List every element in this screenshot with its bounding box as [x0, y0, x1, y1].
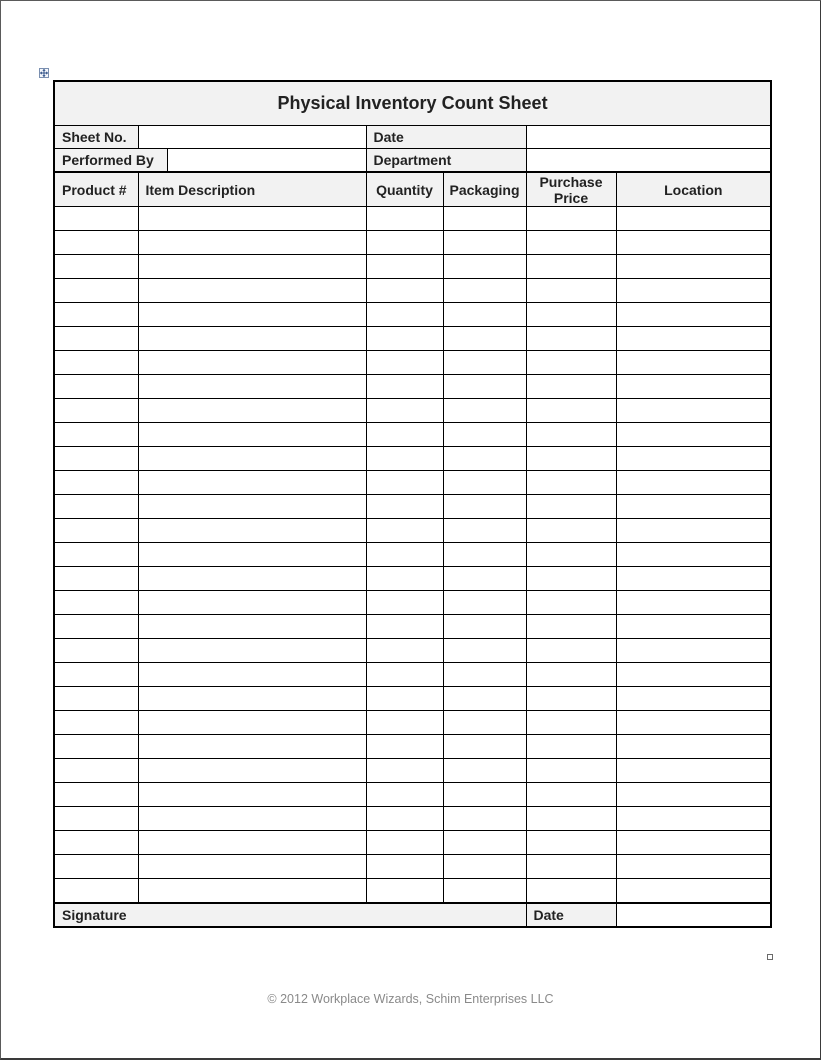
cell-location[interactable]: [616, 375, 771, 399]
cell-location[interactable]: [616, 447, 771, 471]
cell-purchase-price[interactable]: [526, 519, 616, 543]
cell-product[interactable]: [54, 303, 138, 327]
cell-quantity[interactable]: [366, 711, 443, 735]
signature-date-field[interactable]: [616, 903, 771, 927]
cell-location[interactable]: [616, 471, 771, 495]
cell-packaging[interactable]: [443, 255, 526, 279]
cell-location[interactable]: [616, 399, 771, 423]
cell-purchase-price[interactable]: [526, 711, 616, 735]
table-row: [54, 855, 771, 879]
table-row: [54, 423, 771, 447]
cell-description[interactable]: [138, 687, 366, 711]
cell-location[interactable]: [616, 567, 771, 591]
table-row: [54, 567, 771, 591]
cell-purchase-price[interactable]: [526, 303, 616, 327]
cell-description[interactable]: [138, 231, 366, 255]
cell-quantity[interactable]: [366, 759, 443, 783]
column-header-location: Location: [616, 172, 771, 207]
cell-product[interactable]: [54, 735, 138, 759]
cell-product[interactable]: [54, 591, 138, 615]
cell-location[interactable]: [616, 711, 771, 735]
cell-description[interactable]: [138, 615, 366, 639]
signature-label: Signature: [62, 907, 127, 923]
table-row: [54, 879, 771, 904]
cell-packaging[interactable]: [443, 399, 526, 423]
cell-location[interactable]: [616, 615, 771, 639]
column-header-description: Item Description: [138, 172, 366, 207]
cell-packaging[interactable]: [443, 351, 526, 375]
cell-purchase-price[interactable]: [526, 783, 616, 807]
cell-location[interactable]: [616, 423, 771, 447]
cell-packaging[interactable]: [443, 879, 526, 904]
cell-purchase-price[interactable]: [526, 231, 616, 255]
table-row: [54, 231, 771, 255]
cell-purchase-price[interactable]: [526, 207, 616, 231]
cell-purchase-price[interactable]: [526, 351, 616, 375]
date-label: Date: [366, 126, 526, 149]
cell-packaging[interactable]: [443, 615, 526, 639]
cell-packaging[interactable]: [443, 495, 526, 519]
cell-product[interactable]: [54, 327, 138, 351]
column-header-quantity: Quantity: [366, 172, 443, 207]
cell-quantity[interactable]: [366, 807, 443, 831]
cell-product[interactable]: [54, 663, 138, 687]
cell-purchase-price[interactable]: [526, 591, 616, 615]
cell-location[interactable]: [616, 351, 771, 375]
cell-packaging[interactable]: [443, 519, 526, 543]
table-row: [54, 495, 771, 519]
table-move-handle-icon[interactable]: [39, 68, 49, 78]
department-field[interactable]: [526, 149, 771, 173]
cell-description[interactable]: [138, 543, 366, 567]
table-row: [54, 711, 771, 735]
cell-description[interactable]: [138, 783, 366, 807]
footer-copyright: © 2012 Workplace Wizards, Schim Enterprises LLC: [267, 992, 554, 1006]
cell-purchase-price[interactable]: [526, 327, 616, 351]
cell-packaging[interactable]: [443, 807, 526, 831]
cell-description[interactable]: [138, 639, 366, 663]
table-row: [54, 279, 771, 303]
cell-description[interactable]: [138, 807, 366, 831]
cell-description[interactable]: [138, 591, 366, 615]
cell-packaging[interactable]: [443, 855, 526, 879]
performed-by-label: Performed By: [54, 149, 167, 173]
purchase-price-line1: Purchase: [539, 173, 603, 190]
cell-description[interactable]: [138, 855, 366, 879]
column-header-packaging: Packaging: [443, 172, 526, 207]
table-row: [54, 519, 771, 543]
cell-purchase-price[interactable]: [526, 735, 616, 759]
cell-quantity[interactable]: [366, 399, 443, 423]
cell-product[interactable]: [54, 687, 138, 711]
cell-purchase-price[interactable]: [526, 423, 616, 447]
inventory-rows: [54, 207, 771, 904]
cell-purchase-price[interactable]: [526, 255, 616, 279]
cell-location[interactable]: [616, 495, 771, 519]
cell-location[interactable]: [616, 279, 771, 303]
cell-product[interactable]: [54, 207, 138, 231]
signature-field[interactable]: [54, 903, 526, 927]
cell-quantity[interactable]: [366, 735, 443, 759]
cell-description[interactable]: [138, 327, 366, 351]
cell-quantity[interactable]: [366, 567, 443, 591]
cell-quantity[interactable]: [366, 351, 443, 375]
cell-product[interactable]: [54, 831, 138, 855]
cell-location[interactable]: [616, 663, 771, 687]
cell-product[interactable]: [54, 711, 138, 735]
sheet-no-field[interactable]: [138, 126, 366, 149]
cell-description[interactable]: [138, 447, 366, 471]
table-row: [54, 303, 771, 327]
cell-packaging[interactable]: [443, 759, 526, 783]
cell-location[interactable]: [616, 639, 771, 663]
cell-quantity[interactable]: [366, 423, 443, 447]
cell-quantity[interactable]: [366, 831, 443, 855]
cell-product[interactable]: [54, 471, 138, 495]
cell-packaging[interactable]: [443, 591, 526, 615]
cell-description[interactable]: [138, 255, 366, 279]
cell-product[interactable]: [54, 519, 138, 543]
cell-location[interactable]: [616, 855, 771, 879]
inventory-count-table: [53, 80, 772, 928]
cell-product[interactable]: [54, 255, 138, 279]
cell-product[interactable]: [54, 639, 138, 663]
cell-quantity[interactable]: [366, 855, 443, 879]
page-title: Physical Inventory Count Sheet: [54, 81, 771, 126]
cell-quantity[interactable]: [366, 639, 443, 663]
cell-purchase-price[interactable]: [526, 279, 616, 303]
table-row: [54, 543, 771, 567]
cell-location[interactable]: [616, 759, 771, 783]
cell-quantity[interactable]: [366, 663, 443, 687]
cell-purchase-price[interactable]: [526, 663, 616, 687]
cell-quantity[interactable]: [366, 207, 443, 231]
cell-product[interactable]: [54, 567, 138, 591]
cell-purchase-price[interactable]: [526, 543, 616, 567]
cell-packaging[interactable]: [443, 447, 526, 471]
cell-location[interactable]: [616, 591, 771, 615]
cell-packaging[interactable]: [443, 423, 526, 447]
column-header-product: Product #: [54, 172, 138, 207]
cell-packaging[interactable]: [443, 783, 526, 807]
cell-location[interactable]: [616, 231, 771, 255]
cell-description[interactable]: [138, 663, 366, 687]
cell-product[interactable]: [54, 279, 138, 303]
cell-purchase-price[interactable]: [526, 879, 616, 904]
cell-packaging[interactable]: [443, 279, 526, 303]
cell-packaging[interactable]: [443, 231, 526, 255]
cell-quantity[interactable]: [366, 327, 443, 351]
table-row: [54, 687, 771, 711]
table-row: [54, 615, 771, 639]
table-row: [54, 351, 771, 375]
table-row: [54, 399, 771, 423]
cell-product[interactable]: [54, 543, 138, 567]
cell-packaging[interactable]: [443, 327, 526, 351]
table-row: [54, 663, 771, 687]
table-row: [54, 591, 771, 615]
cell-quantity[interactable]: [366, 279, 443, 303]
cell-product[interactable]: [54, 375, 138, 399]
cell-location[interactable]: [616, 207, 771, 231]
cell-packaging[interactable]: [443, 687, 526, 711]
cell-location[interactable]: [616, 519, 771, 543]
cell-packaging[interactable]: [443, 831, 526, 855]
table-row: [54, 255, 771, 279]
cell-purchase-price[interactable]: [526, 759, 616, 783]
cell-product[interactable]: [54, 855, 138, 879]
cell-product[interactable]: [54, 423, 138, 447]
cell-purchase-price[interactable]: [526, 567, 616, 591]
cell-description[interactable]: [138, 471, 366, 495]
cell-packaging[interactable]: [443, 471, 526, 495]
cell-location[interactable]: [616, 831, 771, 855]
table-row: [54, 831, 771, 855]
cell-product[interactable]: [54, 807, 138, 831]
column-header-purchase-price: [526, 172, 616, 207]
cell-packaging[interactable]: [443, 567, 526, 591]
sheet-no-label: Sheet No.: [54, 126, 138, 149]
cell-purchase-price[interactable]: [526, 447, 616, 471]
cell-location[interactable]: [616, 303, 771, 327]
cell-quantity[interactable]: [366, 255, 443, 279]
cell-purchase-price[interactable]: [526, 687, 616, 711]
cell-purchase-price[interactable]: [526, 639, 616, 663]
cell-quantity[interactable]: [366, 471, 443, 495]
cell-quantity[interactable]: [366, 879, 443, 904]
table-row: [54, 471, 771, 495]
cell-packaging[interactable]: [443, 735, 526, 759]
cell-quantity[interactable]: [366, 375, 443, 399]
table-resize-handle-icon[interactable]: [767, 954, 773, 960]
cell-quantity[interactable]: [366, 543, 443, 567]
cell-location[interactable]: [616, 735, 771, 759]
cell-purchase-price[interactable]: [526, 615, 616, 639]
cell-location[interactable]: [616, 543, 771, 567]
table-row: [54, 759, 771, 783]
cell-location[interactable]: [616, 687, 771, 711]
date-field[interactable]: [526, 126, 771, 149]
cell-description[interactable]: [138, 375, 366, 399]
table-row: [54, 735, 771, 759]
table-row: [54, 207, 771, 231]
cell-description[interactable]: [138, 279, 366, 303]
cell-description[interactable]: [138, 759, 366, 783]
cell-packaging[interactable]: [443, 303, 526, 327]
cell-quantity[interactable]: [366, 231, 443, 255]
cell-quantity[interactable]: [366, 303, 443, 327]
cell-description[interactable]: [138, 831, 366, 855]
cell-packaging[interactable]: [443, 375, 526, 399]
cell-product[interactable]: [54, 783, 138, 807]
cell-location[interactable]: [616, 327, 771, 351]
cell-quantity[interactable]: [366, 783, 443, 807]
department-label: Department: [366, 149, 526, 173]
table-row: [54, 639, 771, 663]
cell-packaging[interactable]: [443, 711, 526, 735]
cell-location[interactable]: [616, 255, 771, 279]
cell-location[interactable]: [616, 879, 771, 904]
cell-quantity[interactable]: [366, 615, 443, 639]
performed-by-field[interactable]: [167, 149, 366, 173]
cell-description[interactable]: [138, 303, 366, 327]
cell-purchase-price[interactable]: [526, 855, 616, 879]
cell-purchase-price[interactable]: [526, 831, 616, 855]
cell-description[interactable]: [138, 351, 366, 375]
table-row: [54, 447, 771, 471]
cell-purchase-price[interactable]: [526, 807, 616, 831]
cell-description[interactable]: [138, 495, 366, 519]
cell-product[interactable]: [54, 351, 138, 375]
cell-description[interactable]: [138, 711, 366, 735]
purchase-price-line2: Price: [553, 189, 589, 206]
table-row: [54, 327, 771, 351]
cell-description[interactable]: [138, 399, 366, 423]
cell-description[interactable]: [138, 735, 366, 759]
cell-packaging[interactable]: [443, 639, 526, 663]
signature-date-label: Date: [526, 903, 616, 927]
cell-packaging[interactable]: [443, 207, 526, 231]
cell-quantity[interactable]: [366, 687, 443, 711]
table-row: [54, 783, 771, 807]
cell-location[interactable]: [616, 783, 771, 807]
cell-product[interactable]: [54, 231, 138, 255]
cell-description[interactable]: [138, 519, 366, 543]
cell-description[interactable]: [138, 567, 366, 591]
cell-description[interactable]: [138, 423, 366, 447]
cell-packaging[interactable]: [443, 543, 526, 567]
cell-purchase-price[interactable]: [526, 375, 616, 399]
cell-packaging[interactable]: [443, 663, 526, 687]
cell-quantity[interactable]: [366, 447, 443, 471]
cell-purchase-price[interactable]: [526, 495, 616, 519]
cell-product[interactable]: [54, 759, 138, 783]
cell-product[interactable]: [54, 615, 138, 639]
cell-purchase-price[interactable]: [526, 399, 616, 423]
cell-description[interactable]: [138, 879, 366, 904]
table-row: [54, 375, 771, 399]
cell-location[interactable]: [616, 807, 771, 831]
cell-quantity[interactable]: [366, 495, 443, 519]
cell-quantity[interactable]: [366, 591, 443, 615]
cell-product[interactable]: [54, 495, 138, 519]
cell-product[interactable]: [54, 447, 138, 471]
table-row: [54, 807, 771, 831]
cell-description[interactable]: [138, 207, 366, 231]
cell-product[interactable]: [54, 879, 138, 904]
cell-purchase-price[interactable]: [526, 471, 616, 495]
cell-product[interactable]: [54, 399, 138, 423]
cell-quantity[interactable]: [366, 519, 443, 543]
